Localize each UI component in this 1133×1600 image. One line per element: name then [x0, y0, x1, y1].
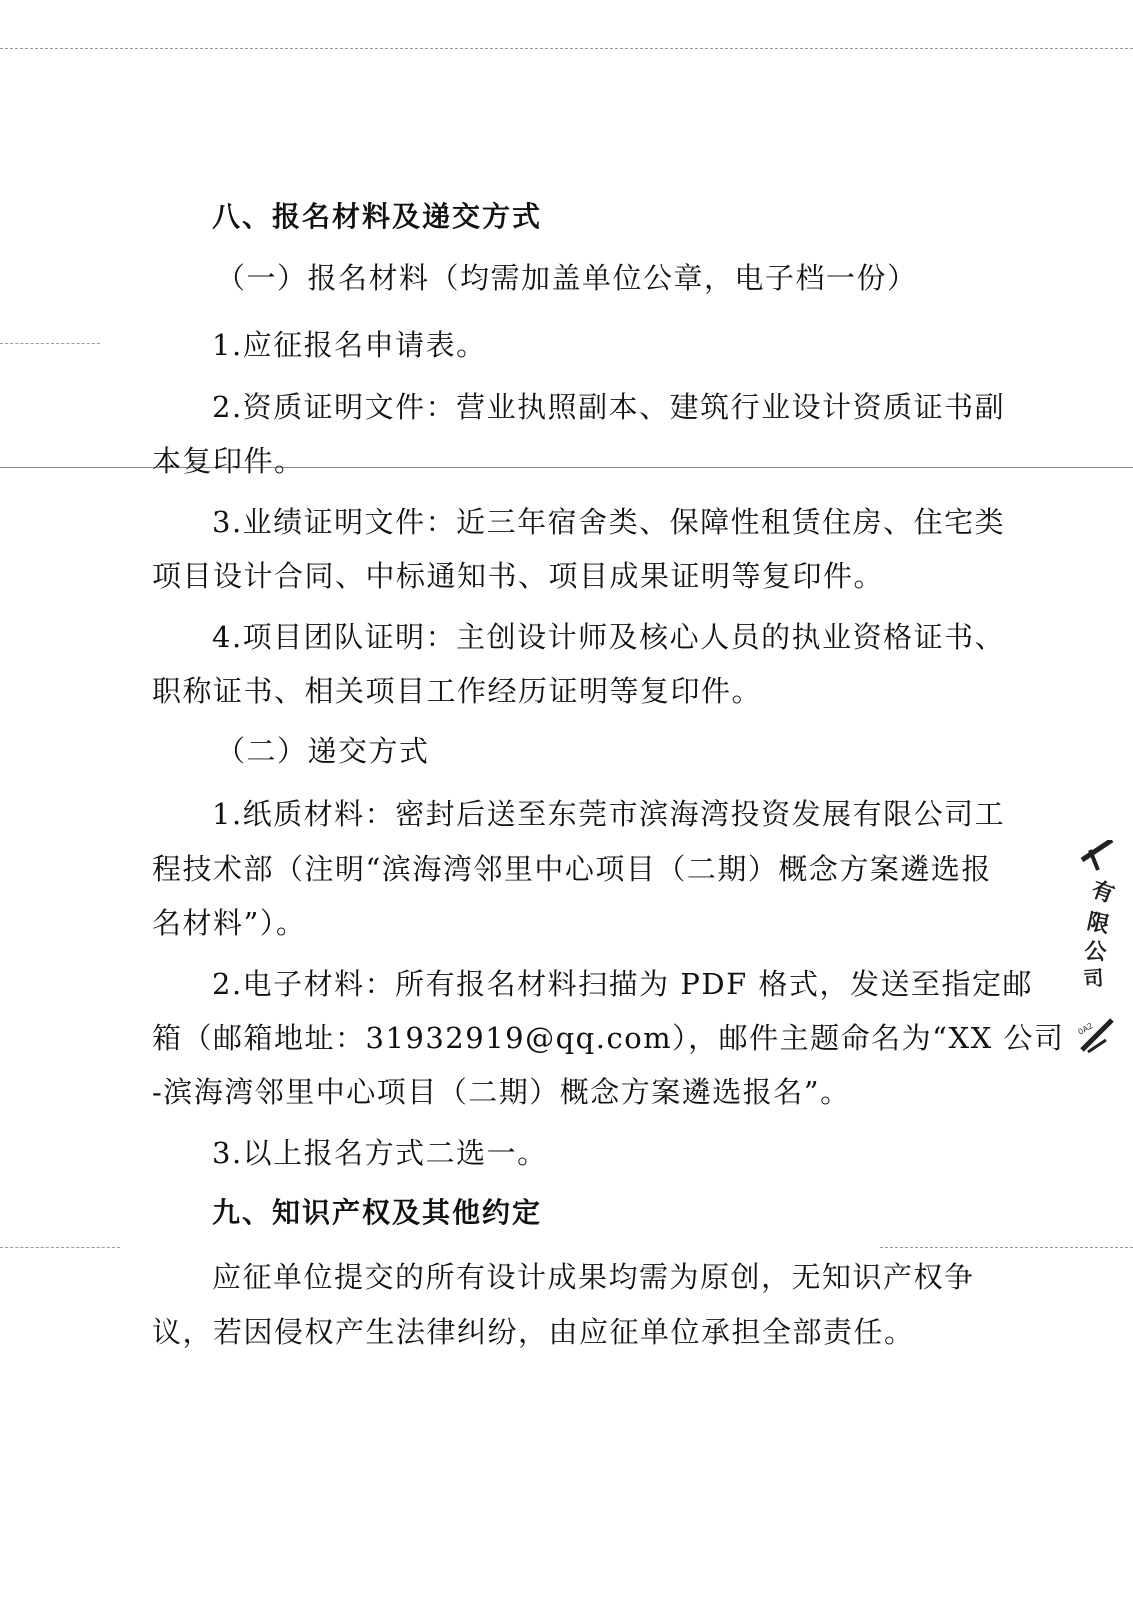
item-4-line-1: 4.项目团队证明：主创设计师及核心人员的执业资格证书、 [212, 620, 1006, 654]
submission-item-1-line-1: 1.纸质材料：密封后送至东莞市滨海湾投资发展有限公司工 [212, 797, 1006, 831]
section-8-heading: 八、报名材料及递交方式 [212, 200, 543, 233]
submission-item-2-line-2: 箱（邮箱地址：31932919@qq.com），邮件主题命名为“XX 公司 [152, 1021, 1065, 1055]
item-1-line-1: 1.应征报名申请表。 [212, 328, 487, 362]
item-2-line-1: 2.资质证明文件：营业执照副本、建筑行业设计资质证书副 [212, 390, 1006, 424]
svg-text:公: 公 [1083, 939, 1108, 966]
submission-item-2-line-3: -滨海湾邻里中心项目（二期）概念方案遴选报名”。 [152, 1075, 851, 1109]
submission-item-1-line-3: 名材料”）。 [152, 906, 307, 940]
item-3-line-1: 3.业绩证明文件：近三年宿舍类、保障性租赁住房、住宅类 [212, 505, 1006, 539]
seal-graphic [1072, 840, 1132, 1070]
item-3-line-2: 项目设计合同、中标通知书、项目成果证明等复印件。 [152, 559, 885, 593]
sub-heading-registration-materials: （一）报名材料（均需加盖单位公章，电子档一份） [216, 261, 918, 295]
svg-text:司: 司 [1082, 965, 1105, 991]
scan-rule-right-2 [880, 1247, 1133, 1248]
svg-text:限: 限 [1084, 909, 1112, 939]
submission-item-1-line-2: 程技术部（注明“滨海湾邻里中心项目（二期）概念方案遴选报 [152, 852, 992, 886]
item-4-line-2: 职称证书、相关项目工作经历证明等复印件。 [152, 674, 763, 708]
section-9-heading: 九、知识产权及其他约定 [212, 1196, 543, 1229]
svg-text:0A2: 0A2 [1076, 1021, 1095, 1037]
svg-text:有: 有 [1087, 877, 1118, 909]
ip-paragraph-line-1: 应征单位提交的所有设计成果均需为原创，无知识产权争 [212, 1260, 975, 1294]
scan-rule-left-1 [0, 343, 100, 344]
sub-heading-submission-method: （二）递交方式 [216, 734, 430, 768]
submission-item-3-line-1: 3.以上报名方式二选一。 [212, 1136, 548, 1170]
scan-rule-top [0, 48, 1133, 49]
item-2-line-2: 本复印件。 [152, 444, 305, 478]
submission-item-2-line-1: 2.电子材料：所有报名材料扫描为 PDF 格式，发送至指定邮 [212, 967, 1033, 1001]
scan-rule-left-2 [0, 1247, 120, 1248]
ip-paragraph-line-2: 议，若因侵权产生法律纠纷，由应征单位承担全部责任。 [152, 1315, 915, 1349]
company-seal-stamp [1072, 840, 1132, 1070]
